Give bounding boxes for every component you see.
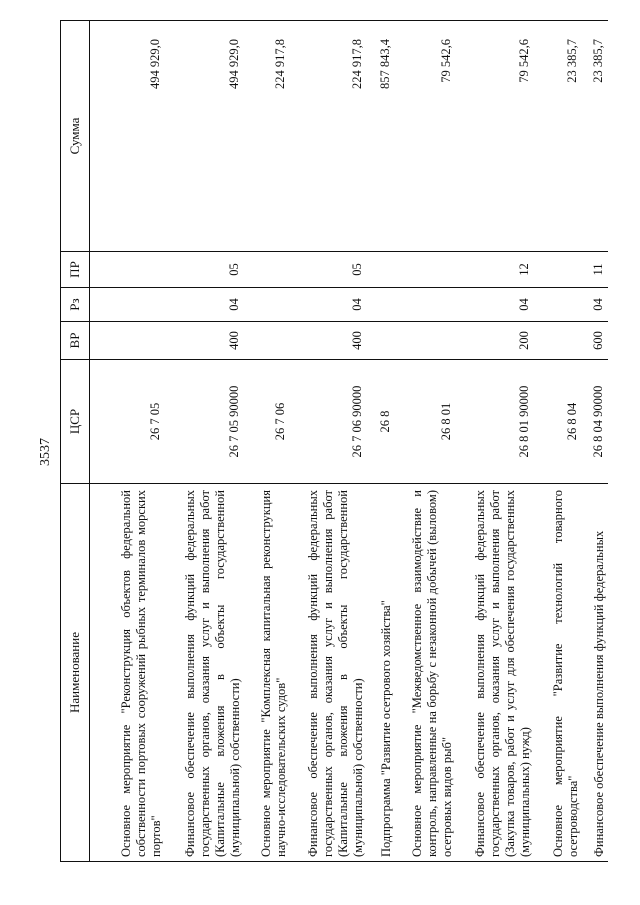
table-row: [165, 21, 244, 862]
row-name: Основное мероприятие "Реконструкция объектов федеральной собственности портовых сооружений рыбных терминалов морских портов": [90, 484, 165, 862]
row-rz: [244, 288, 290, 322]
row-rz: [367, 288, 395, 322]
header-vr: ВР: [61, 322, 90, 360]
row-sum: 23 385,7: [582, 21, 608, 252]
table-row: [244, 21, 290, 862]
table-row: [90, 21, 165, 862]
table-header-row: [61, 21, 90, 862]
header-pr: ПР: [61, 252, 90, 288]
header-sum: Сумма: [61, 21, 90, 252]
row-sum: 494 929,0: [165, 21, 244, 252]
row-rz: [395, 288, 456, 322]
row-pr: 05: [290, 252, 367, 288]
row-vr: [90, 322, 165, 360]
row-csr: 26 7 06: [244, 360, 290, 484]
row-csr: 26 7 05 90000: [165, 360, 244, 484]
table-row: [367, 21, 395, 862]
table-row: [395, 21, 456, 862]
row-sum: 79 542,6: [456, 21, 534, 252]
table-row: [534, 21, 582, 862]
row-sum: 857 843,4: [367, 21, 395, 252]
row-pr: 12: [456, 252, 534, 288]
row-rz: [90, 288, 165, 322]
row-vr: 600: [582, 322, 608, 360]
row-csr: 26 7 06 90000: [290, 360, 367, 484]
row-sum: 79 542,6: [395, 21, 456, 252]
row-name: Финансовое обеспечение выполнения функций федеральных: [582, 484, 608, 862]
row-name: Основное мероприятие "Межведомственное взаимодействие и контроль, направленные на борьбу с незаконной добычей (выловом) осетровых видов рыб": [395, 484, 456, 862]
row-csr: 26 8 04: [534, 360, 582, 484]
row-vr: 400: [165, 322, 244, 360]
header-rz: Рз: [61, 288, 90, 322]
row-rz: 04: [165, 288, 244, 322]
row-pr: [90, 252, 165, 288]
row-vr: [244, 322, 290, 360]
row-name: Подпрограмма "Развитие осетрового хозяйства": [367, 484, 395, 862]
row-pr: [534, 252, 582, 288]
row-rz: [534, 288, 582, 322]
row-name: Финансовое обеспечение выполнения функций федеральных государственных органов, оказания услуг и выполнения работ (Капитальные вложения в объекты государственной (муниципальной) собственности): [290, 484, 367, 862]
row-vr: [367, 322, 395, 360]
row-pr: [367, 252, 395, 288]
row-vr: [534, 322, 582, 360]
table-row: [582, 21, 608, 862]
row-pr: 11: [582, 252, 608, 288]
row-name: Основное мероприятие "Комплексная капитальная реконструкция научно-исследовательских судов": [244, 484, 290, 862]
row-pr: [244, 252, 290, 288]
row-csr: 26 8 04 90000: [582, 360, 608, 484]
row-rz: 04: [290, 288, 367, 322]
row-vr: 200: [456, 322, 534, 360]
budget-table: [60, 20, 608, 862]
page-number: 3537: [38, 438, 53, 466]
row-vr: 400: [290, 322, 367, 360]
row-name: Финансовое обеспечение выполнения функций федеральных государственных органов, оказания услуг и выполнения работ (Закупка товаров, работ и услуг для обеспечения государственных (муниципальных) нужд): [456, 484, 534, 862]
budget-table-container: [60, 21, 612, 862]
header-csr: ЦСР: [61, 360, 90, 484]
row-csr: 26 8 01: [395, 360, 456, 484]
row-name: Основное мероприятие "Развитие технологий товарного осетроводства": [534, 484, 582, 862]
row-name: Финансовое обеспечение выполнения функций федеральных государственных органов, оказания услуг и выполнения работ (Капитальные вложения в объекты государственной (муниципальной) собственности): [165, 484, 244, 862]
row-sum: 23 385,7: [534, 21, 582, 252]
header-name: Наименование: [61, 484, 90, 862]
table-row: [290, 21, 367, 862]
row-pr: [395, 252, 456, 288]
table-row: [456, 21, 534, 862]
row-rz: 04: [582, 288, 608, 322]
row-sum: 224 917,8: [244, 21, 290, 252]
row-sum: 224 917,8: [290, 21, 367, 252]
row-rz: 04: [456, 288, 534, 322]
row-pr: 05: [165, 252, 244, 288]
row-vr: [395, 322, 456, 360]
row-csr: 26 8 01 90000: [456, 360, 534, 484]
row-sum: 494 929,0: [90, 21, 165, 252]
row-csr: 26 8: [367, 360, 395, 484]
row-csr: 26 7 05: [90, 360, 165, 484]
